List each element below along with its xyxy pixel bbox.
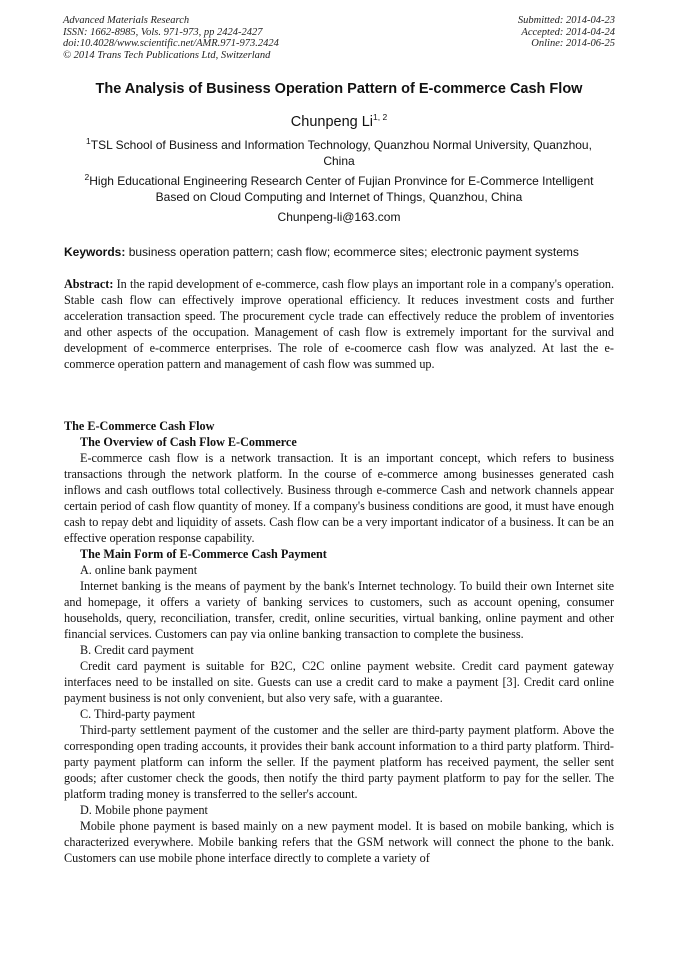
author-name: Chunpeng Li: [290, 114, 374, 130]
item-text-online-bank: Internet banking is the means of payment by the bank's Internet technology. To build their own Internet site and homepage, it offers a variety of banking services to customers, such as account opening, consumer households, query, reconciliation, transfer, credit, online securities, virtual banking, online payment and other financial services. Customers can pay via online banking transaction to complete the business.: [64, 579, 614, 641]
keywords-text: business operation pattern; cash flow; ecommerce sites; electronic payment systems: [128, 245, 579, 259]
subsection-heading-overview: The Overview of Cash Flow E-Commerce: [80, 435, 297, 449]
subsection-heading-payment-forms: The Main Form of E-Commerce Cash Payment: [80, 547, 327, 561]
author-sup: 1, 2: [373, 112, 388, 123]
item-text-third-party: Third-party settlement payment of the customer and the seller are third-party payment platform. Above the corresponding open trading accounts, it provides their bank account information to a third party platform. Third-party payment platform can inform the seller. If the payment platform has received payment, the seller sent goods; after customer check the goods, then notify the third party payment platform to pay for the seller. The platform trading money is transferred to the seller's account.: [64, 723, 614, 801]
author-email: Chunpeng-li@163.com: [277, 210, 401, 224]
journal-header-right: [518, 15, 615, 50]
abstract: [64, 276, 614, 372]
affiliation-2-text: High Educational Engineering Research Center of Fujian Pronvince for E-Commerce Intelligent Based on Cloud Computing and Internet of Things, Quanzhou, China: [89, 174, 594, 204]
online-date: Online: 2014-06-25: [531, 38, 615, 50]
abstract-label: Abstract:: [64, 277, 114, 291]
affiliation-1: [72, 138, 606, 169]
section-e-commerce-cash-flow: [64, 418, 614, 866]
journal-name: Advanced Materials Research: [63, 15, 190, 26]
journal-header-left: [63, 15, 279, 61]
affiliation-2-sup: 2: [84, 172, 90, 182]
item-text-credit-card: Credit card payment is suitable for B2C, C2C online payment website. Credit card payment gateway interfaces need to be installed on site. Guests can use a credit card to make a payment [3]. Credit card online payment business is not only convenient, but also very safe, with a guarantee.: [64, 659, 614, 705]
issn-line: ISSN: 1662-8985, Vols. 971-973, pp 2424-2427: [63, 26, 263, 38]
copyright-line: © 2014 Trans Tech Publications Ltd, Switzerland: [63, 49, 271, 61]
item-heading-online-bank: A. online bank payment: [80, 563, 198, 577]
abstract-paragraph: [64, 276, 614, 372]
item-heading-credit-card: B. Credit card payment: [80, 643, 194, 657]
section-heading: The E-Commerce Cash Flow: [64, 419, 215, 433]
paper-title: The Analysis of Business Operation Pattern of E-commerce Cash Flow: [95, 81, 583, 97]
affiliation-1-sup: 1: [86, 136, 91, 146]
accepted-date: Accepted: 2014-04-24: [521, 26, 615, 38]
doi-line: doi:10.4028/www.scientific.net/AMR.971-973.2424: [63, 38, 279, 50]
abstract-text: In the rapid development of e-commerce, cash flow plays an important role in a company's operation. Stable cash flow can effectively improve operational efficiency. It reduces investment costs and further acceleration transaction speed. The procurement cycle trade can effectively reduce the problem of inventories and other aspects of the occupation. Management of cash flow is extremely important for the survival and development of e-commerce enterprises. The role of e-coomerce cash flow was analyzed. At last the e-commerce operation pattern and management of cash flow was summed up.: [64, 277, 614, 371]
keywords: [64, 245, 616, 259]
keywords-label: Keywords:: [64, 245, 126, 259]
item-heading-third-party: C. Third-party payment: [80, 707, 196, 721]
submitted-date: Submitted: 2014-04-23: [517, 15, 615, 26]
affiliation-1-text: TSL School of Business and Information Technology, Quanzhou Normal University, Quanzhou, China: [90, 138, 592, 168]
item-text-mobile-phone: Mobile phone payment is based mainly on a new payment model. It is based on mobile banking, which is characterized everywhere. Mobile banking refers that the GSM network will connect the phone to the bank. Customers can use mobile phone interface directly to complete a variety of: [64, 819, 614, 865]
overview-paragraph: E-commerce cash flow is a network transaction. It is an important concept, which refers to business transactions through the network platform. In the course of e-commerce among businesses generated cash inflows and cash outflows total collectively. Business through e-commerce Cash and network channels appear certain period of cash flow quantity of money. If a company's business conditions are good, it must have enough cash to repay debt and liquidity of assets. Cash flow can be a very important indicator of a business. It can be an effective operation response capability.: [64, 451, 614, 545]
author-line: [40, 114, 638, 130]
item-heading-mobile-phone: D. Mobile phone payment: [80, 803, 208, 817]
affiliation-2: [72, 174, 606, 205]
